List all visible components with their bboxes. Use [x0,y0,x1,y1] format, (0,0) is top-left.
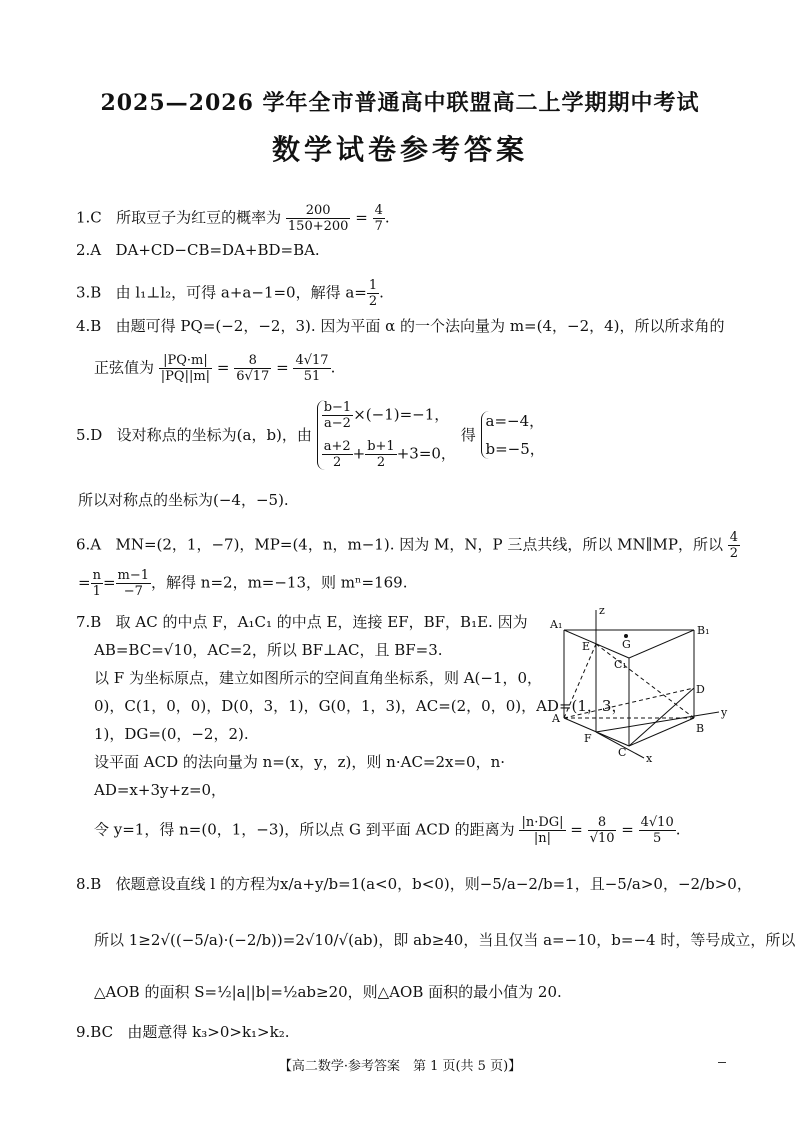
exam-title: 2025—2026 学年全市普通高中联盟高二上学期期中考试 [100,90,700,116]
fraction: $\frac{1}{2}$ [368,278,378,309]
answer-6-line-1: 6.A MN=(2，1，−7)，MP=(4，n，m−1). 因为 M，N，P 三点共线，所以 MN∥MP，所以 $\frac{4}{2}$ [76,530,739,561]
fig-label: B₁ [697,624,710,637]
fig-label: G [622,638,631,651]
fig-label: C [618,746,627,759]
fig-label: A₁ [550,618,563,631]
fig-label: x [646,752,653,765]
answer-4-line-2: 正弦值为 $\frac{|PQ\cdot m|}{|PQ||m|}$ = $\frac{8}{6√17}$ = $\frac{4√17}{51}$ . [94,353,336,384]
fig-label: B [696,722,705,735]
fig-label: z [599,604,605,617]
page-footer: 【高二数学·参考答案 第 1 页(共 5 页)】 [278,1059,522,1074]
answer-9: 9.BC 由题意得 k₃>0>k₁>k₂. [76,1023,290,1041]
answer-7-line-1: 7.B 取 AC 的中点 F，A₁C₁ 的中点 E，连接 EF，BF，B₁E. 因为 [76,613,528,631]
fraction: $\frac{8}{6√17}$ [236,353,270,384]
answer-8-line-1: 8.B 依题意设直线 l 的方程为x/a+y/b=1(a<0，b<0)，则−5/a−2/b=1，且−5/a>0，−2/b>0， [76,875,752,893]
answer-8-line-2: 所以 1≥2√((−5/a)·(−2/b))=2√10/√(ab)，即 ab≥40，当且仅当 a=−10，b=−4 时，等号成立，所以 [94,931,796,949]
fig-label: D [696,683,705,696]
answer-4-line-1: 4.B 由题可得 PQ=(−2，−2，3). 因为平面 α 的一个法向量为 m=(4，−2，4)，所以所求角的 [76,317,725,335]
answer-7-line-8: 令 y=1，得 n=(0，1，−3)，所以点 G 到平面 ACD 的距离为 $\frac{|n\cdot DG|}{|n|}$ = $\frac{8}{√10}$ = $\frac{4√10}{5}$ . [94,815,681,846]
answer-1: 1.C 所取豆子为红豆的概率为 $\frac{200}{150+200}$ = $\frac{4}{7}$ . [76,203,390,234]
answer-6-line-2: = $\frac{n}{1}$ = $\frac{m-1}{-7}$ ，解得 n=2，m=−13，则 mⁿ=169. [78,568,408,599]
fraction: $\frac{|n\cdot DG|}{|n|}$ [521,815,564,846]
fig-label: C₁ [614,658,627,671]
fig-label: y [721,706,728,719]
answer-5: 5.D 设对称点的坐标为(a，b)，由 $\frac{b-1}{a-2}$ ×(−1)=−1， $\frac{a+2}{2}$ + $\frac{b+1}{2}$ +3=0， 得 a=−4， b=−5， [76,400,545,470]
fraction: $\frac{|PQ\cdot m|}{|PQ||m|}$ [160,353,211,384]
footer-mark [718,1062,726,1063]
answer-7-line-6: 设平面 ACD 的法向量为 n=(x，y，z)，则 n·AC=2x=0，n· [94,753,506,771]
fraction: $\frac{200}{150+200}$ [287,203,349,234]
answer-3: 3.B 由 l₁⊥l₂，可得 a+a−1=0，解得 a= $\frac{1}{2}$ . [76,278,384,309]
answer-2: 2.A DA+CD−CB=DA+BD=BA. [76,241,320,259]
answer-7-line-5: 1)，DG=(0，−2，2). [94,725,249,743]
fig-label: F [584,732,592,745]
fraction: $\frac{4}{7}$ [374,203,383,234]
prism-figure [544,600,734,770]
answer-7-line-2: AB=BC=√10，AC=2，所以 BF⊥AC，且 BF=3. [94,641,443,659]
exam-subtitle: 数学试卷参考答案 [271,133,528,166]
fraction: $\frac{4√17}{51}$ [295,353,329,384]
answer-7-line-3: 以 F 为坐标原点，建立如图所示的空间直角坐标系，则 A(−1，0， [94,669,543,687]
answer-7-line-4: 0)，C(1，0，0)，D(0，3，1)，G(0，1，3)，AC=(2，0，0)，AD=(1，3， [94,697,627,715]
equation-result: a=−4， b=−5， [481,411,545,459]
answer-8-line-3: △AOB 的面积 S=½|a||b|=½ab≥20，则△AOB 面积的最小值为 20. [94,983,562,1001]
fig-label: A [552,712,560,725]
fig-label: E [582,640,591,653]
fraction: $\frac{4}{2}$ [729,530,739,561]
equation-system: $\frac{b-1}{a-2}$ ×(−1)=−1， $\frac{a+2}{2}$ + $\frac{b+1}{2}$ +3=0， [317,400,456,470]
answer-7-line-7: AD=x+3y+z=0， [94,781,227,799]
answer-5-conclusion: 所以对称点的坐标为(−4，−5). [78,491,289,509]
